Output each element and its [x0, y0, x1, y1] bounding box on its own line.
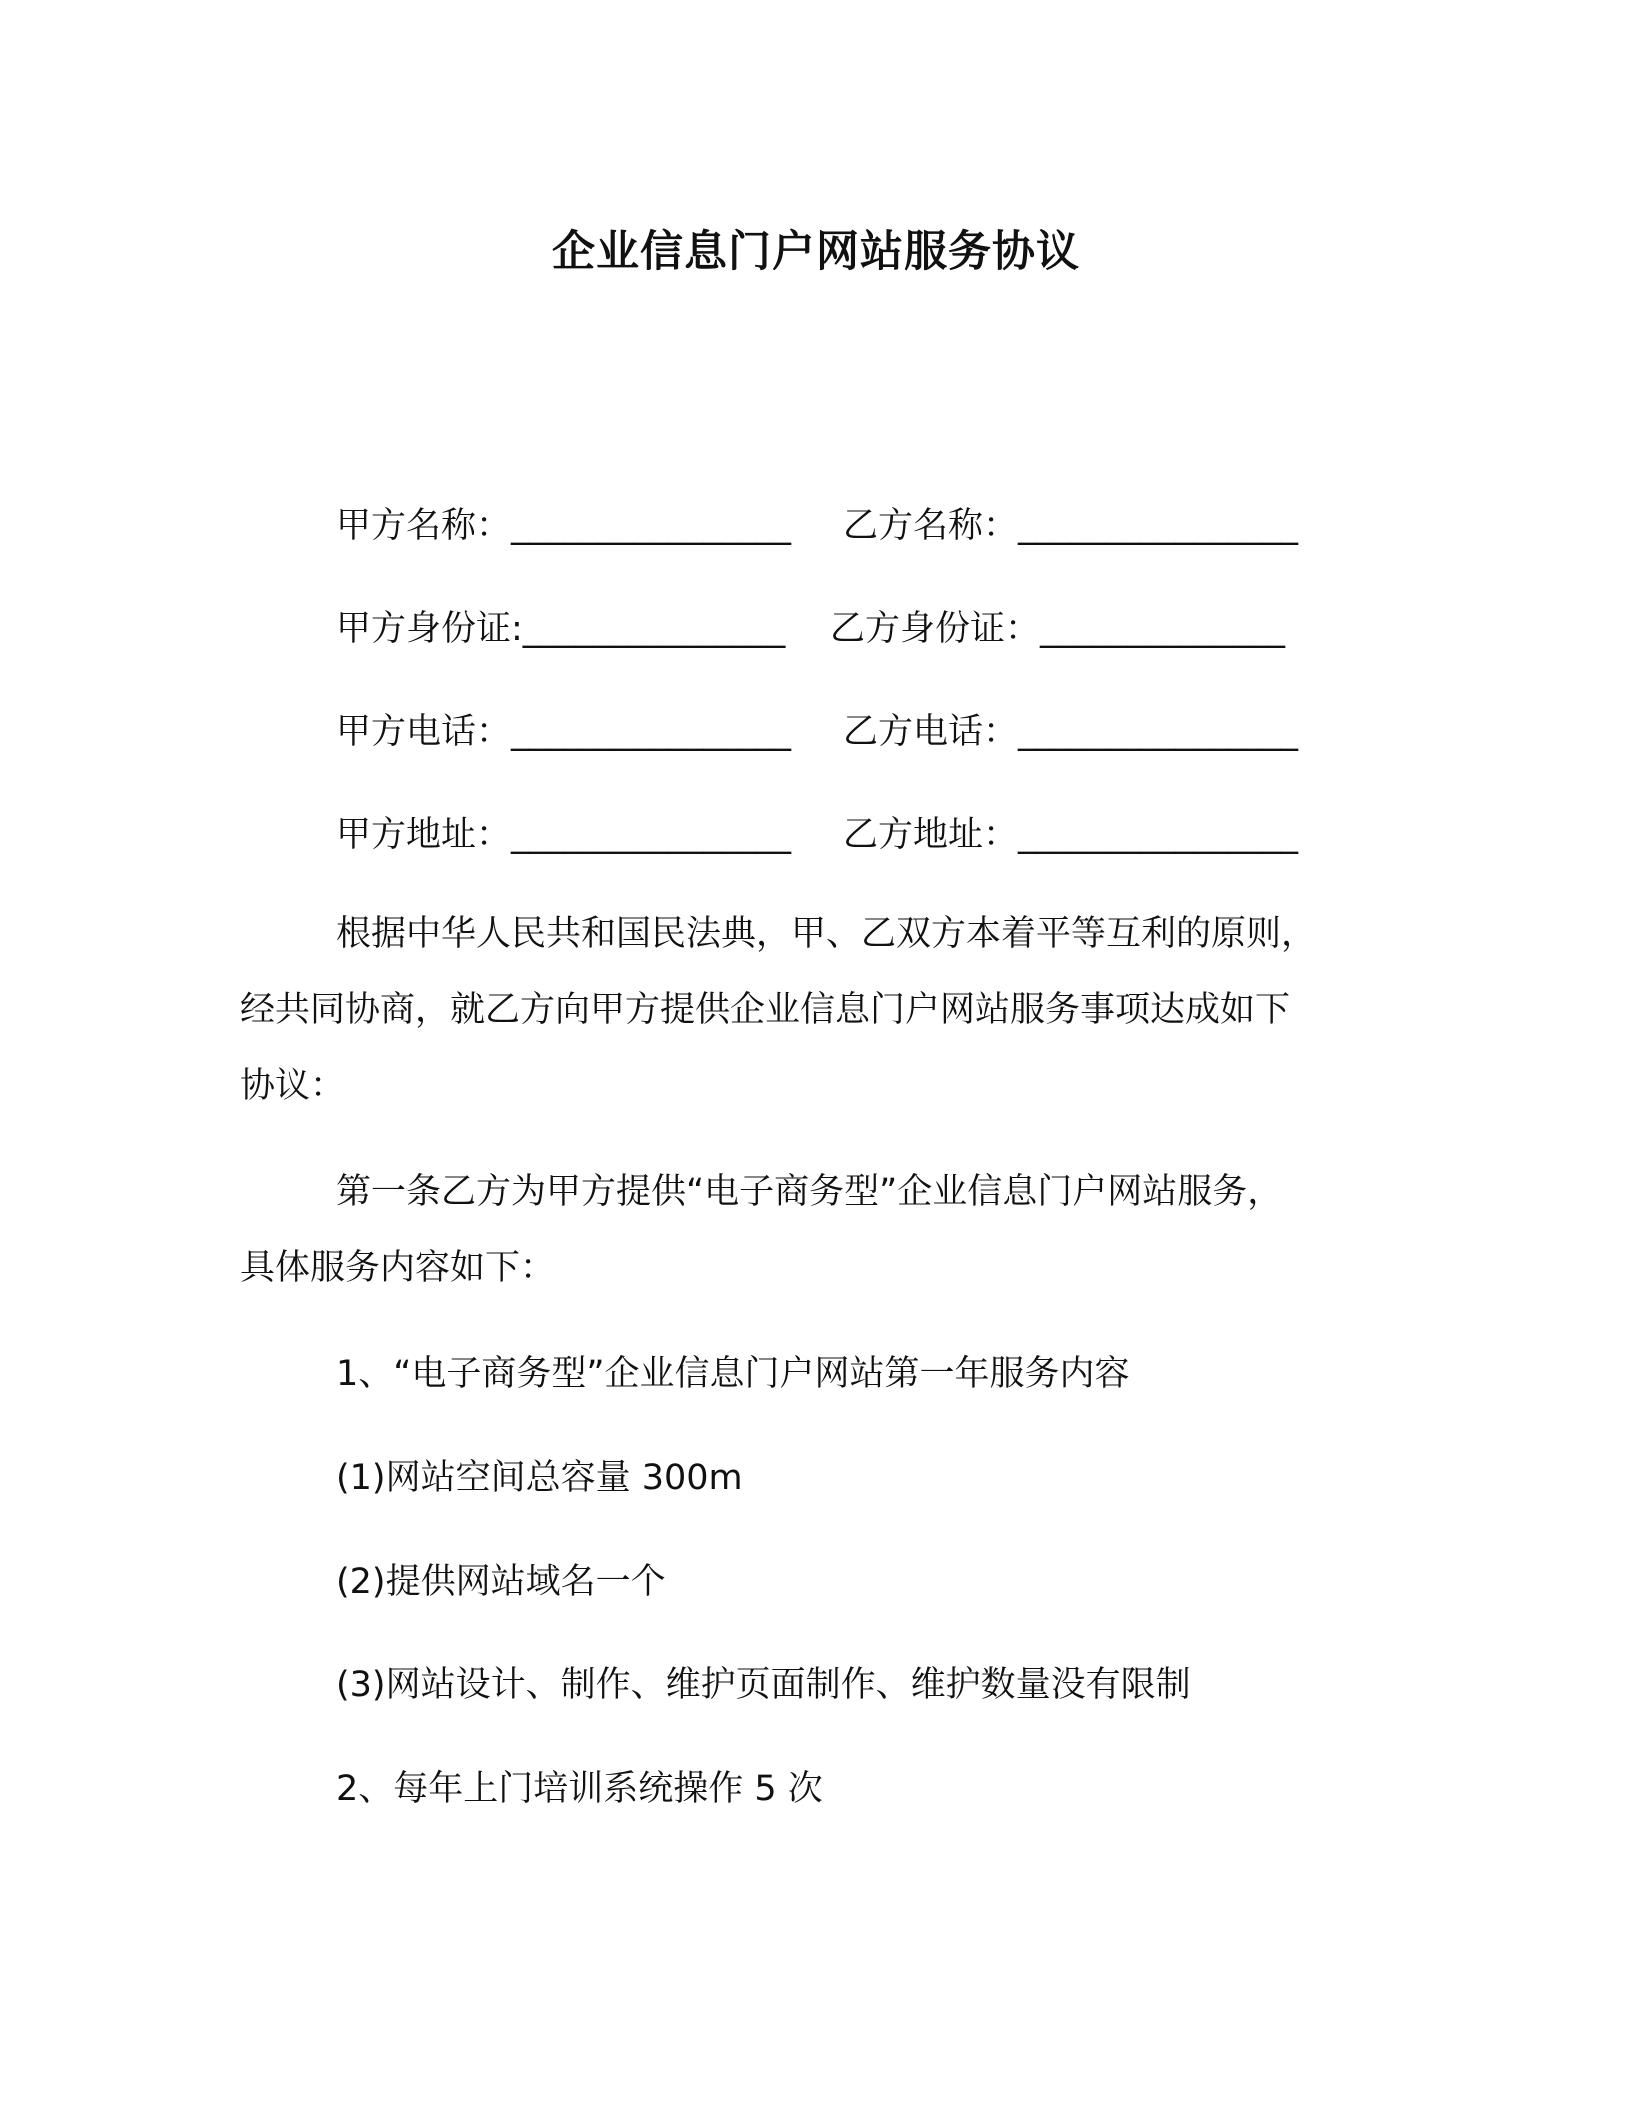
party-b-address-field: 乙方地址：________________ [843, 815, 1299, 855]
party-row-name [336, 502, 1299, 550]
party-a-address-field: 甲方地址：________________ [336, 815, 792, 855]
party-row-phone [336, 708, 1299, 756]
preamble-line-1: 根据中华人民共和国民法典，甲、乙双方本着平等互利的原则， [336, 914, 1317, 954]
party-b-phone-field: 乙方电话：________________ [843, 712, 1299, 752]
party-a-name-field: 甲方名称：________________ [336, 506, 792, 546]
article-1-line-2: 具体服务内容如下： [240, 1248, 556, 1288]
party-row-address [336, 811, 1299, 859]
service-item-1-sub-2: (2)提供网站域名一个 [336, 1562, 666, 1602]
service-item-2: 2、每年上门培训系统操作 5 次 [336, 1769, 823, 1809]
party-a-phone-field: 甲方电话：________________ [336, 712, 792, 752]
service-item-1: 1、“电子商务型”企业信息门户网站第一年服务内容 [336, 1354, 1130, 1394]
article-1-line-1: 第一条乙方为甲方提供“电子商务型”企业信息门户网站服务， [336, 1172, 1283, 1212]
party-b-id-field: 乙方身份证：______________ [830, 609, 1286, 649]
party-row-id [336, 605, 1286, 653]
preamble-line-3: 协议： [240, 1066, 346, 1106]
service-item-1-sub-1: (1)网站空间总容量 300m [336, 1458, 743, 1498]
document-title: 企业信息门户网站服务协议 [552, 227, 1080, 277]
party-b-name-field: 乙方名称：________________ [843, 506, 1299, 546]
party-a-id-field: 甲方身份证:_______________ [336, 609, 786, 649]
service-item-1-sub-3: (3)网站设计、制作、维护页面制作、维护数量没有限制 [336, 1665, 1191, 1705]
preamble-line-2: 经共同协商，就乙方向甲方提供企业信息门户网站服务事项达成如下 [240, 990, 1291, 1030]
